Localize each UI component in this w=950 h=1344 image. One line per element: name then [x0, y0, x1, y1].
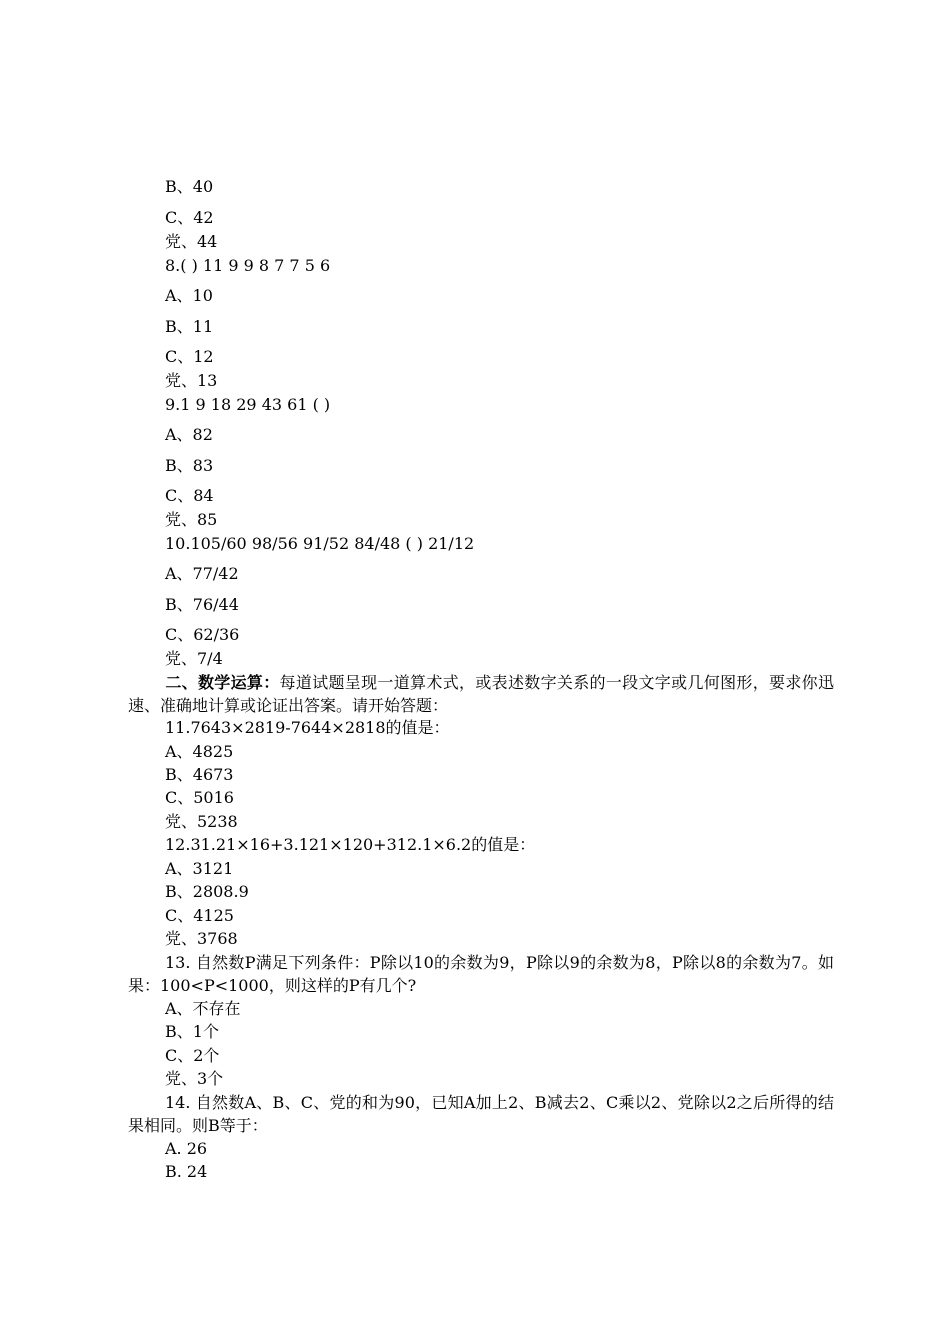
- q11-option-b: B、4673: [165, 765, 234, 784]
- q9-option-a: A、82: [165, 425, 213, 444]
- section2-intro-paragraph: [128, 671, 834, 717]
- q11-option-c: C、5016: [165, 788, 234, 807]
- q8-option-b: B、11: [165, 317, 214, 336]
- q7-option-c: C、42: [165, 208, 214, 227]
- q9-stem: 9.1 9 18 29 43 61 ( ): [165, 395, 331, 414]
- q11-option-d: 党、5238: [165, 812, 238, 831]
- q12-stem: 12.31.21×16+3.121×120+312.1×6.2的值是：: [165, 835, 536, 854]
- q10-option-b: B、76/44: [165, 595, 239, 614]
- q11-option-a: A、4825: [165, 742, 234, 761]
- q10-option-a: A、77/42: [165, 564, 239, 583]
- section2-heading: 二、数学运算：: [165, 673, 280, 692]
- q8-option-d: 党、13: [165, 371, 218, 390]
- q14-stem-paragraph: [128, 1091, 834, 1137]
- q8-stem: 8.( ) 11 9 9 8 7 7 5 6: [165, 256, 331, 275]
- q8-option-c: C、12: [165, 347, 214, 366]
- q9-option-d: 党、85: [165, 510, 218, 529]
- section2-intro-text: 每道试题呈现一道算术式，或表述数字关系的一段文字或几何图形，要求你迅速、准确地计算或论证出答案。请开始答题：: [128, 673, 834, 715]
- q13-stem: 13. 自然数P满足下列条件：P除以10的余数为9，P除以9的余数为8，P除以8的余数为7。如果：100<P<1000，则这样的P有几个?: [128, 953, 834, 995]
- q7-option-d: 党、44: [165, 232, 218, 251]
- q13-option-d: 党、3个: [165, 1069, 224, 1088]
- q12-option-c: C、4125: [165, 906, 234, 925]
- q10-option-d: 党、7/4: [165, 649, 223, 668]
- q12-option-a: A、3121: [165, 859, 234, 878]
- q13-option-a: A、不存在: [165, 999, 241, 1018]
- q13-option-c: C、2个: [165, 1046, 220, 1065]
- q7-option-b: B、40: [165, 177, 214, 196]
- q10-stem: 10.105/60 98/56 91/52 84/48 ( ) 21/12: [165, 534, 475, 553]
- q12-option-d: 党、3768: [165, 929, 238, 948]
- q14-option-a: A. 26: [165, 1139, 208, 1158]
- q8-option-a: A、10: [165, 286, 213, 305]
- q11-stem: 11.7643×2819-7644×2818的值是：: [165, 718, 450, 737]
- q14-stem: 14. 自然数A、B、C、党的和为90，已知A加上2、B减去2、C乘以2、党除以2之后所得的结果相同。则B等于：: [128, 1093, 834, 1135]
- q14-option-b: B. 24: [165, 1162, 208, 1181]
- q10-option-c: C、62/36: [165, 625, 240, 644]
- q13-option-b: B、1个: [165, 1022, 219, 1041]
- q12-option-b: B、2808.9: [165, 882, 249, 901]
- q9-option-b: B、83: [165, 456, 214, 475]
- q9-option-c: C、84: [165, 486, 214, 505]
- q13-stem-paragraph: [128, 951, 834, 997]
